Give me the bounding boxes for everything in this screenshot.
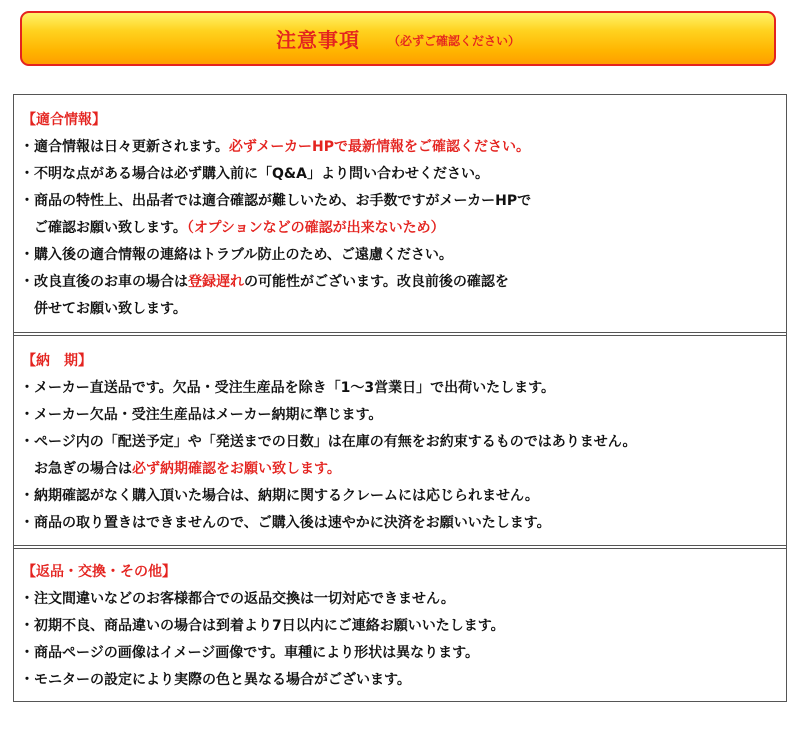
list-item: ・初期不良、商品違いの場合は到着より7日以内にご連絡お願いいたします。 <box>20 618 505 634</box>
list-item: ・注文間違いなどのお客様都合での返品交換は一切対応できません。 <box>20 591 455 607</box>
banner-subtitle: （必ずご確認ください） <box>387 34 520 48</box>
notice-banner <box>20 11 776 66</box>
section-delivery <box>14 338 786 544</box>
list-item: ・商品の特性上、出品者では適合確認が難しいため、お手数ですがメーカーHPで <box>20 193 532 209</box>
list-item: ・ページ内の「配送予定」や「発送までの日数」は在庫の有無をお約束するものではありません。 <box>20 434 637 450</box>
section-title: 【納 期】 <box>22 353 92 369</box>
section-divider <box>14 545 786 549</box>
list-item: ・商品の取り置きはできませんので、ご購入後は速やかに決済をお願いいたします。 <box>20 515 551 531</box>
section-title: 【適合情報】 <box>22 112 106 128</box>
section-title: 【返品・交換・その他】 <box>22 564 176 580</box>
list-item: ・適合情報は日々更新されます。必ずメーカーHPで最新情報をご確認ください。 <box>20 139 531 155</box>
section-returns <box>14 551 786 702</box>
list-item: ・商品ページの画像はイメージ画像です。車種により形状は異なります。 <box>20 645 480 661</box>
list-item: ・モニターの設定により実際の色と異なる場合がございます。 <box>20 672 411 688</box>
list-item: ・納期確認がなく購入頂いた場合は、納期に関するクレームには応じられません。 <box>20 488 539 504</box>
list-item: 併せてお願い致します。 <box>34 301 187 317</box>
section-divider <box>14 332 786 336</box>
list-item: お急ぎの場合は必ず納期確認をお願い致します。 <box>34 461 341 477</box>
banner-title: 注意事項 <box>275 28 360 52</box>
list-item: ・不明な点がある場合は必ず購入前に「Q&A」より問い合わせください。 <box>20 166 489 182</box>
list-item: ・メーカー欠品・受注生産品はメーカー納期に準じます。 <box>20 407 383 423</box>
section-compatibility <box>14 95 786 331</box>
list-item: ・購入後の適合情報の連絡はトラブル防止のため、ご遠慮ください。 <box>20 247 453 263</box>
list-item: ・メーカー直送品です。欠品・受注生産品を除き「1～3営業日」で出荷いたします。 <box>20 380 555 396</box>
list-item: ・改良直後のお車の場合は登録遅れの可能性がございます。改良前後の確認を <box>20 274 509 290</box>
list-item: ご確認お願い致します。（オプションなどの確認が出来ないため） <box>34 220 445 236</box>
notice-frame <box>13 94 787 702</box>
